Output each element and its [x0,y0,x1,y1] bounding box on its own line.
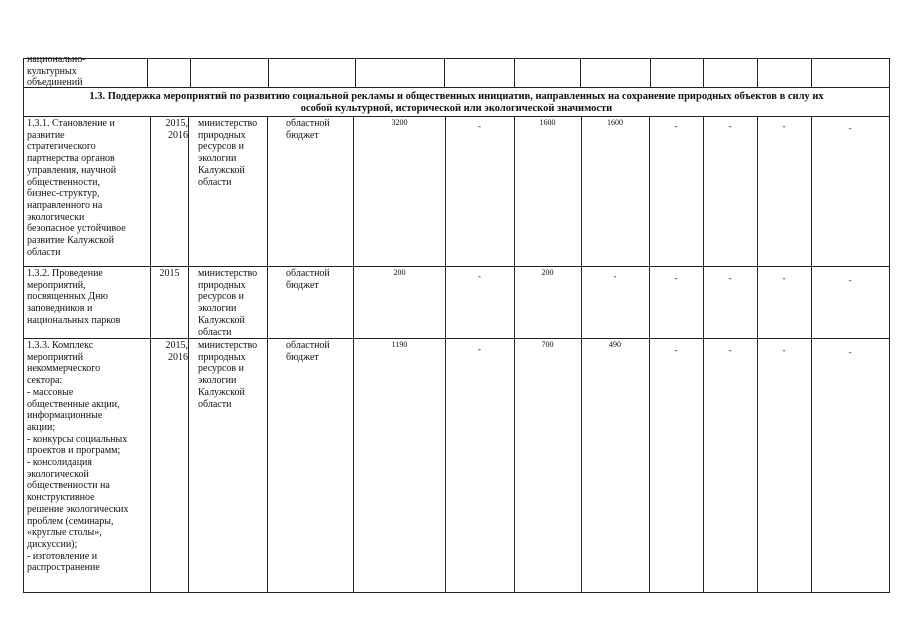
column-rule [445,116,446,593]
row-name-continued: национально- культурных объединений [27,54,86,89]
column-rule [514,116,515,593]
row-2-2020: - [848,275,852,285]
row-2-2018: - [728,273,732,283]
row-2-executor: министерство природных ресурсов и экологии Калужской области [198,268,258,338]
table-rule [24,592,889,593]
row-1-2014: - [478,121,481,131]
row-3-years: 2015, 2016 [165,340,188,363]
row-1-executor: министерство природных ресурсов и экологии Калужской области [198,118,258,188]
row-2-2019: - [782,273,786,283]
row-2-total: 200 [393,268,406,277]
row-2-2017: - [674,273,678,283]
column-rule [703,58,704,87]
column-rule [268,58,269,87]
row-2-name: 1.3.2. Проведение мероприятий, посвященных Дню заповедников и национальных парков [27,268,121,326]
row-3-2019: - [782,345,786,355]
row-3-executor: министерство природных ресурсов и экологии Калужской области [198,340,258,410]
column-rule [581,116,582,593]
budget-table [23,54,890,593]
row-2-2015: 200 [541,268,554,277]
row-2-2016: - [613,271,617,281]
column-rule [757,58,758,87]
row-3-name: 1.3.3. Комплекс мероприятий некоммерческого сектора: - массовые общественные акции, информационные акции; - конкурсы социальных проектов и программ; - консолидация экологической общественности на конструктивное решение экологических проблем (семинары, «круглые столы», дискуссии); - изготовление и распространение [27,340,129,574]
column-rule [444,58,445,87]
row-1-2018: - [728,121,732,131]
row-1-2015: 1600 [539,118,556,127]
column-rule [355,58,356,87]
column-rule [147,58,148,87]
column-rule [514,58,515,87]
row-1-years: 2015, 2016 [165,118,188,141]
row-1-name: 1.3.1. Становление и развитие стратегического партнерства органов управления, научной общественности, бизнес-структур, направленного на экологически безопасное устойчивое развитие Калужской области [27,118,126,258]
row-3-2015: 700 [541,340,554,349]
column-rule [353,116,354,593]
table-rule [24,87,889,88]
section-heading: 1.3. Поддержка мероприятий по развитию социальной рекламы и общественных инициатив, направленных на сохранение природных объектов в силу их особой культурной, исторической или экологической значимости [89,91,824,114]
row-3-2016: 490 [609,340,621,349]
row-1-2017: - [674,121,678,131]
column-rule [650,58,651,87]
row-3-2017: - [674,345,678,355]
row-1-2016: 1600 [607,118,623,127]
table-rule [24,58,889,59]
row-2-source: областной бюджет [286,268,330,291]
row-3-total: 1190 [391,340,408,349]
column-rule [811,58,812,87]
column-rule [580,58,581,87]
row-2-years: 2015 [159,268,180,279]
table-rule [24,266,889,267]
column-rule [190,58,191,87]
row-1-2020: - [848,123,852,133]
row-2-2014: - [478,271,481,281]
row-1-2019: - [782,121,786,131]
table-rule [24,116,889,117]
table-rule [24,338,889,339]
row-1-source: областной бюджет [286,118,330,141]
row-3-2014: - [478,344,481,354]
column-rule [188,116,189,593]
row-3-source: областной бюджет [286,340,330,363]
column-rule [267,116,268,593]
row-1-total: 3200 [391,118,408,127]
row-3-2020: - [848,347,852,357]
row-3-2018: - [728,345,732,355]
